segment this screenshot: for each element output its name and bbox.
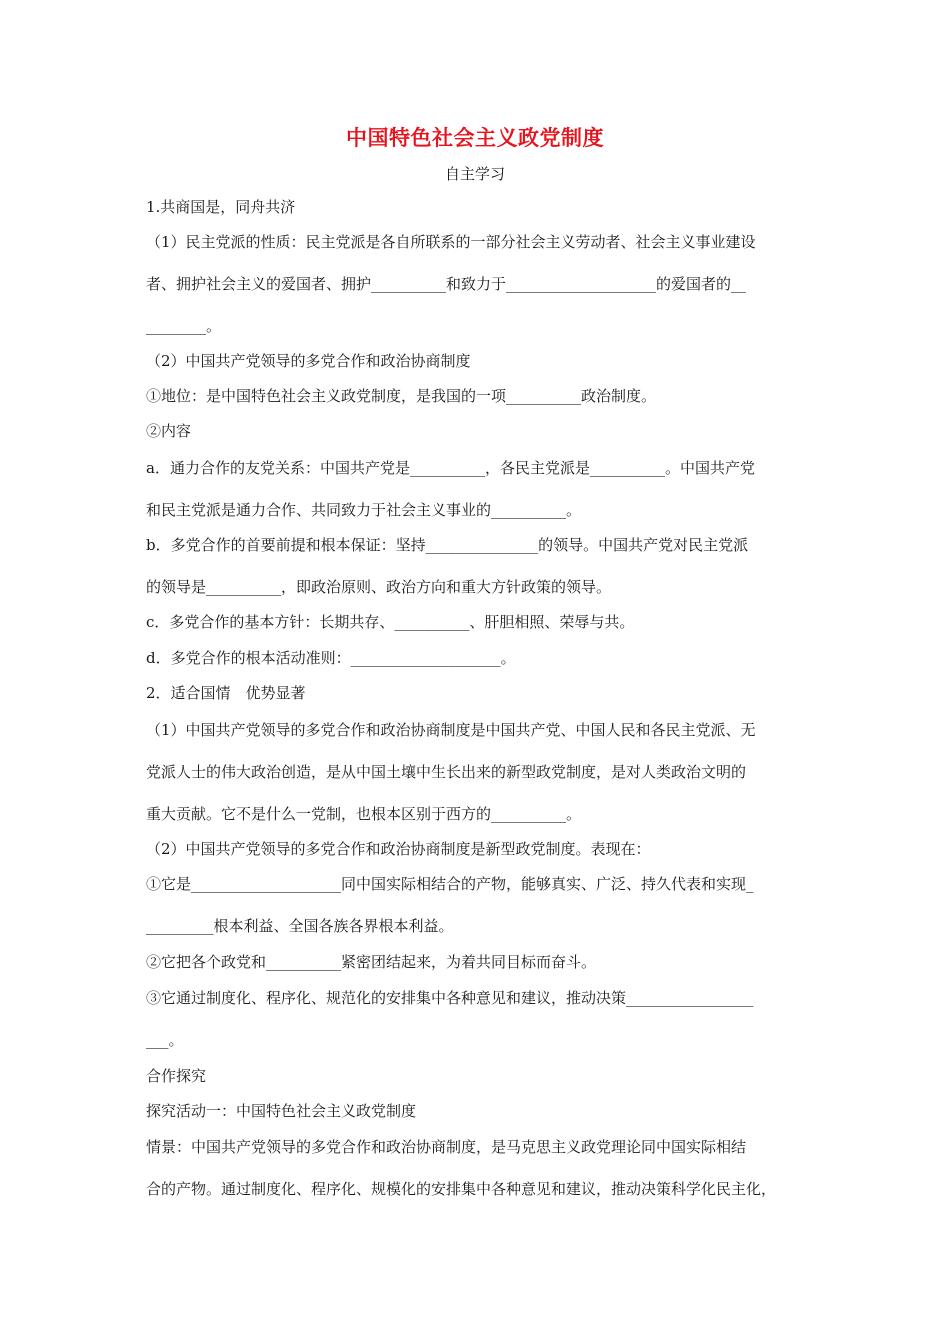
subheading: 探究活动一：中国特色社会主义政党制度 xyxy=(146,1102,417,1120)
paragraph-line: 的领导是__________，即政治原则、政治方向和重大方针政策的领导。 xyxy=(146,578,612,596)
paragraph-line: ①它是____________________同中国实际相结合的产物，能够真实、广泛、持久代表和实现_ xyxy=(146,875,754,893)
paragraph-line: ①地位：是中国特色社会主义政党制度，是我国的一项__________政治制度。 xyxy=(146,387,657,405)
paragraph-line: 党派人士的伟大政治创造，是从中国土壤中生长出来的新型政党制度，是对人类政治文明的 xyxy=(146,763,747,781)
section-heading-self-study: 自主学习 xyxy=(444,165,505,183)
paragraph-line: ________。 xyxy=(146,317,222,335)
paragraph-line: （1）民主党派的性质：民主党派是各自所联系的一部分社会主义劳动者、社会主义事业建设 xyxy=(146,233,756,251)
paragraph-line: a．通力合作的友党关系：中国共产党是__________，各民主党派是__________。中国共产党 xyxy=(146,459,755,477)
paragraph-line: b．多党合作的首要前提和根本保证：坚持_______________的领导。中国共产党对民主党派 xyxy=(146,536,749,554)
paragraph-line: 者、拥护社会主义的爱国者、拥护__________和致力于____________________的爱国者的__ xyxy=(146,275,747,293)
heading-2: 2．适合国情 优势显著 xyxy=(146,684,306,702)
paragraph-line: c．多党合作的基本方针：长期共存、__________、肝胆相照、荣辱与共。 xyxy=(146,613,635,631)
paragraph-line: ___。 xyxy=(146,1031,184,1049)
paragraph-line: 重大贡献。它不是什么一党制，也根本区别于西方的__________。 xyxy=(146,805,582,823)
section-heading-cooperation: 合作探究 xyxy=(146,1067,207,1085)
paragraph-line: ②它把各个政党和__________紧密团结起来，为着共同目标而奋斗。 xyxy=(146,953,597,971)
paragraph-line: （1）中国共产党领导的多党合作和政治协商制度是中国共产党、中国人民和各民主党派、无 xyxy=(146,721,756,739)
heading-1: 1.共商国是，同舟共济 xyxy=(146,198,296,216)
paragraph-line: ③它通过制度化、程序化、规范化的安排集中各种意见和建议，推动决策_________________ xyxy=(146,989,754,1007)
paragraph-line: 合的产物。通过制度化、程序化、规模化的安排集中各种意见和建议，推动决策科学化民主化， xyxy=(146,1180,777,1198)
subheading: （2）中国共产党领导的多党合作和政治协商制度 xyxy=(146,352,471,370)
document-title: 中国特色社会主义政党制度 xyxy=(346,126,604,150)
paragraph-line: 情景：中国共产党领导的多党合作和政治协商制度，是马克思主义政党理论同中国实际相结 xyxy=(146,1138,747,1156)
paragraph-line: d．多党合作的根本活动准则：____________________。 xyxy=(146,649,516,667)
paragraph-line: _________根本利益、全国各族各界根本利益。 xyxy=(146,917,454,935)
paragraph-line: （2）中国共产党领导的多党合作和政治协商制度是新型政党制度。表现在： xyxy=(146,840,651,858)
subheading: ②内容 xyxy=(146,422,192,440)
paragraph-line: 和民主党派是通力合作、共同致力于社会主义事业的__________。 xyxy=(146,501,582,519)
